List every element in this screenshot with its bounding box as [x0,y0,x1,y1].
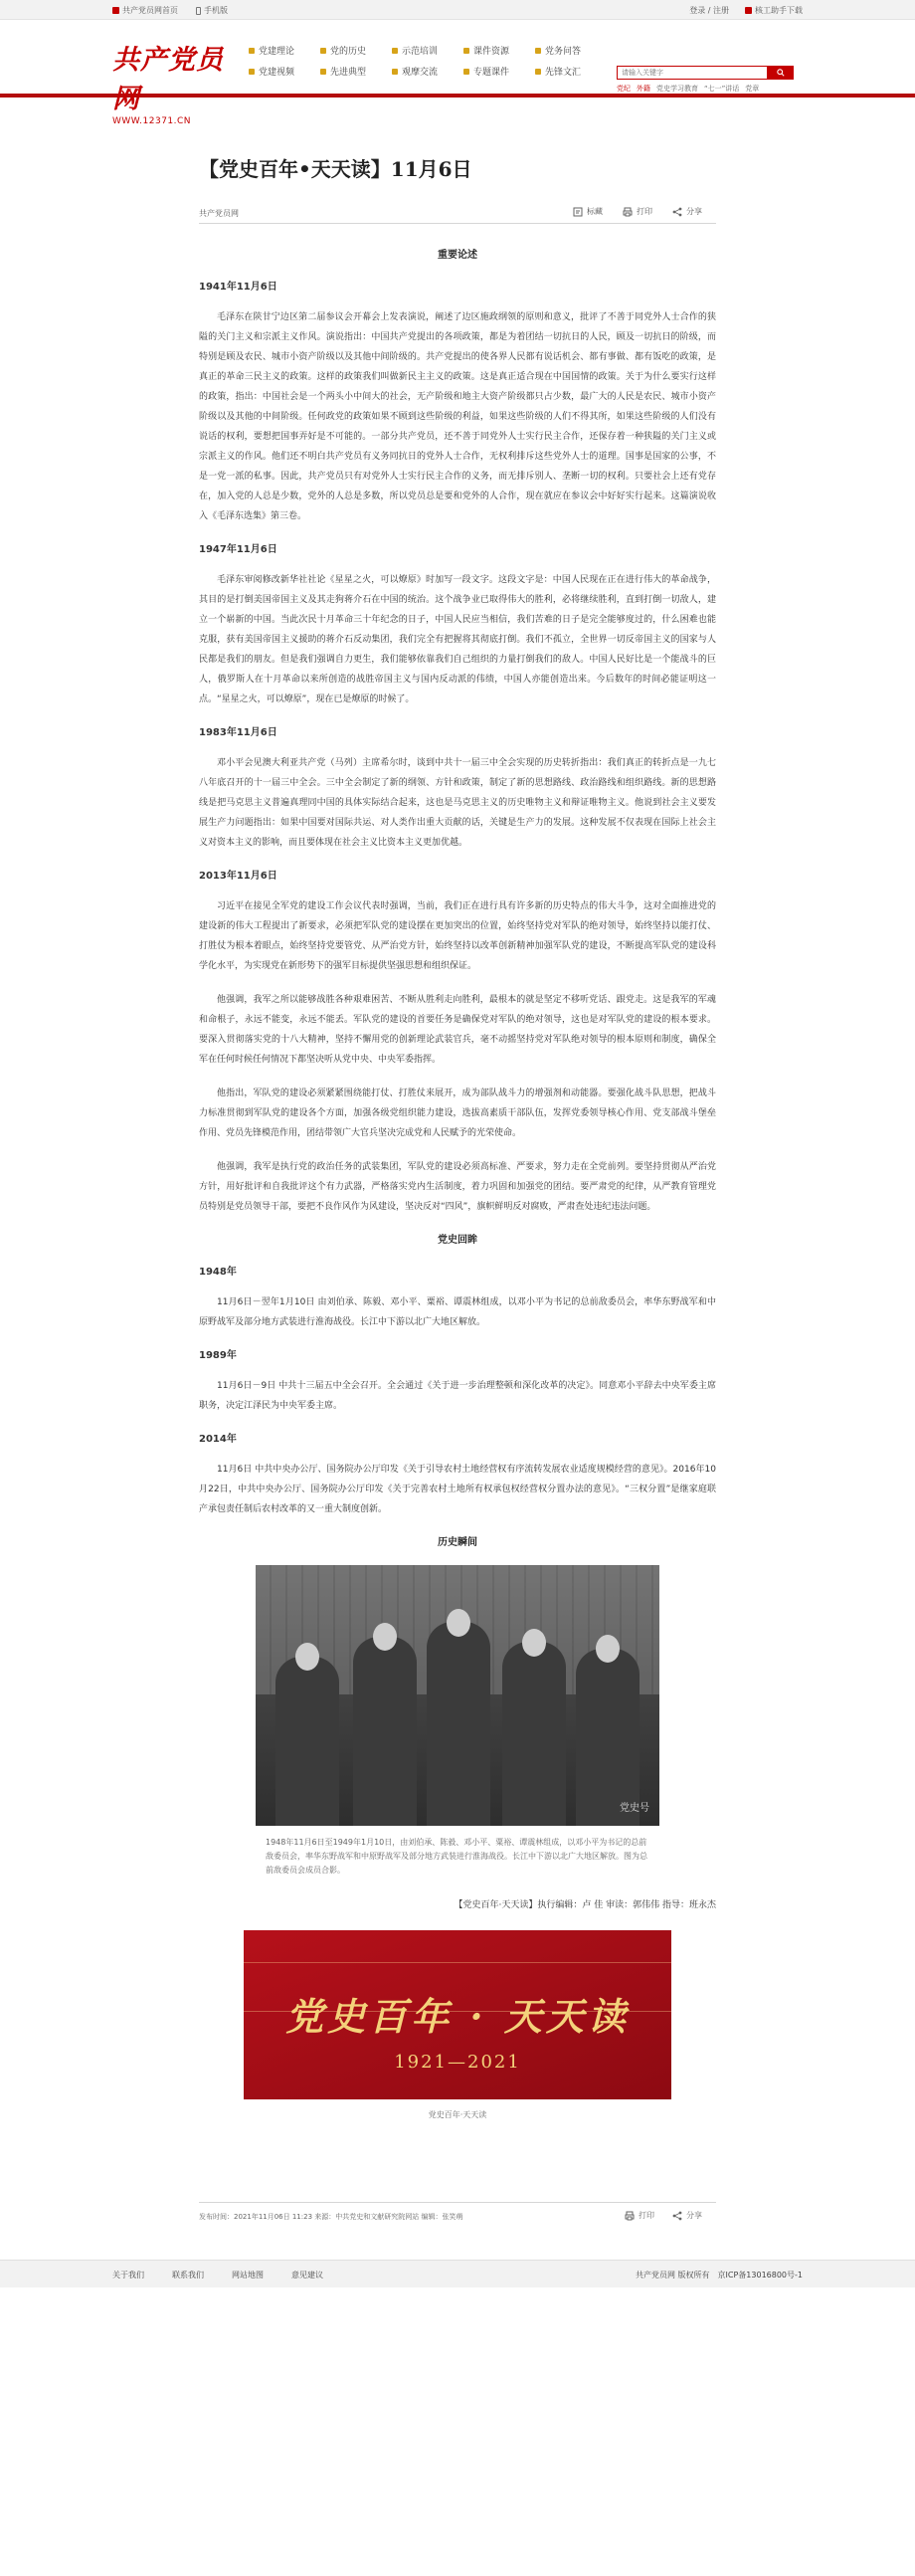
home-icon [112,7,119,14]
app-icon [745,7,752,14]
hot-word-link[interactable]: 外籍 [637,85,650,93]
search-box [617,66,794,94]
photo-caption: 1948年11月6日至1949年1月10日，由刘伯承、陈毅、邓小平、粟裕、谭震林组成，以邓小平为书记的总前敌委员会，率华东野战军和中原野战军及部分地方武装进行淮海战役。长江中下游以北广大地区解放。图为总前敌委员会成员合影。 [266,1838,647,1875]
paragraph: 毛泽东审阅修改新华社社论《星星之火，可以燎原》时加写一段文字。这段文字是：中国人民现在正在进行伟大的革命战争，其目的是打倒美国帝国主义及其走狗蒋介石在中国的统治。这个战争业已取得伟大的胜利，必将继续胜利，直到打倒一切敌人，建立一个崭新的中国。当此次民十月革命三十年纪念的日子，中国人民应当相信，我们苦难的日子是完全能够度过的，什么困难也能克服，获有美国帝国主义援助的蒋介石反动集团，我们完全有把握将其彻底打倒。我们不孤立，全世界一切反帝国主义的国家与人民都是我们的朋友。但是我们强调自力更生，我们能够依靠我们自己组织的力量打倒我们的敌人。中国人民好比是一个能战斗的巨人，俄罗斯人在十月革命以来所创造的战胜帝国主义与国内反动派的伟绩，中国人亦能创造出来。今后数年的时间必能证明这一点。“星星之火，可以燎原”，现在已是燎原的时候了。 [199,575,716,704]
date-heading: 1983年11月6日 [199,727,277,738]
hot-word-link[interactable]: “七一”讲话 [704,85,740,93]
section-heading: 党史回眸 [438,1235,477,1246]
site-header [0,20,915,126]
nav-bullet-icon [463,48,469,54]
article-title: 【党史百年•天天读】11月6日 [199,157,472,181]
series-banner [244,1930,671,2099]
search-icon [777,69,785,77]
section-heading: 历史瞬间 [438,1537,477,1548]
history-photo [256,1565,659,1826]
footer-link[interactable]: 网站地图 [232,2271,264,2279]
nav-bullet-icon [463,69,469,75]
date-heading: 2013年11月6日 [199,871,277,882]
date-heading: 2014年 [199,1434,237,1445]
editor-credit: 【党史百年·天天读】执行编辑：卢 佳 审读：郭伟伟 指导：班永杰 [454,1900,716,1910]
icp-number: 京ICP备13016800号-1 [717,2271,803,2279]
nav-item[interactable]: 党建视频 [249,65,320,78]
search-input[interactable] [617,66,768,80]
top-bar [0,0,915,20]
paragraph: 习近平在接见全军党的建设工作会议代表时强调，当前，我们正在进行具有许多新的历史特点的伟大斗争，这对全面推进党的建设新的伟大工程提出了新要求，必须把军队党的建设摆在更加突出的位置，始终坚持党对军队的绝对领导，始终坚持以能打仗、打胜仗为根本着眼点，始终坚持党要管党、从严治党方针，始终坚持以改革创新精神加强军队党的建设，不断提高军队党的建设科学化水平，为实现党在新形势下的强军目标提供坚强思想和组织保证。 [199,901,716,971]
home-link[interactable]: 共产党员网首页 [112,5,178,16]
print-icon [625,2211,635,2221]
nav-item[interactable]: 示范培训 [392,44,463,57]
paragraph: 邓小平会见澳大利亚共产党（马列）主席希尔时，谈到中共十一届三中全会实现的历史转折指出：我们真正的转折点是一九七八年底召开的十一届三中全会。三中全会制定了新的纲领、方针和政策，制定了新的思想路线、政治路线和组织路线。新的思想路线是把马克思主义普遍真理同中国的具体实际结合起来，这也是马克思主义的历史唯物主义和辩证唯物主义。他说到社会主义要发展生产力问题指出：如果中国要对国际共运、对人类作出重大贡献的话，关键是生产力的发展。这种发展不仅表现在国际上社会主义对资本主义的影响，而且要体现在社会主义比资本主义更加优越。 [199,758,716,848]
date-heading: 1948年 [199,1267,237,1278]
search-button[interactable] [768,66,794,80]
nav-bullet-icon [535,69,541,75]
hot-words [617,84,794,94]
phone-icon [196,7,201,15]
date-heading: 1989年 [199,1350,237,1361]
paragraph: 11月6日 中共中央办公厅、国务院办公厅印发《关于引导农村土地经营权有序流转发展农业适度规模经营的意见》。2016年10月22日，中共中央办公厅、国务院办公厅印发《关于完善农村土地所有权承包权经营权分置办法的意见》。“三权分置”是继家庭联产承包责任制后农村改革的又一重大制度创新。 [199,1465,716,1514]
login-link[interactable]: 登录 / 注册 [689,6,729,15]
nav-item[interactable]: 先进典型 [320,65,392,78]
paragraph: 他指出，军队党的建设必须紧紧围绕能打仗、打胜仗来展开，成为部队战斗力的增强剂和动能器。要强化战斗队思想，把战斗力标准贯彻到军队党的建设各个方面，加强各级党组织能力建设，选拔高素质干部队伍，发挥党委领导核心作用、党支部战斗堡垒作用、党员先锋模范作用，团结带领广大官兵坚决完成党和人民赋予的光荣使命。 [199,1089,716,1138]
article-body [199,224,716,1553]
nav-bullet-icon [249,48,255,54]
nav-item[interactable]: 课件资源 [463,44,535,57]
logo-brand: 共产党员网 [112,45,224,114]
print-icon [623,207,633,217]
nav-bullet-icon [535,48,541,54]
hot-word-link[interactable]: 党章 [745,85,760,93]
footer-link[interactable]: 联系我们 [172,2271,204,2279]
main-nav [249,44,678,78]
print-button[interactable]: 打印 [623,206,652,217]
nav-item[interactable]: 党务问答 [535,44,607,57]
article-meta [199,202,716,224]
article-source: 共产党员网 [199,209,239,218]
photo-watermark: 党史号 [620,1803,649,1814]
section-heading: 重要论述 [438,250,477,261]
nav-item[interactable]: 党建理论 [249,44,320,57]
paragraph: 毛泽东在陕甘宁边区第二届参议会开幕会上发表演说，阐述了边区施政纲领的原则和意义，批评了不善于同党外人士合作的狭隘的关门主义和宗派主义作风。演说指出：中国共产党提出的各项政策，都是为着团结一切抗日的人民，顾及一切抗日的阶级，而特别是顾及农民、城市小资产阶级以及其他中间阶级的。共产党提出的使各界人民都有说话机会、都有事做、都有饭吃的政策，是真正的革命三民主义的政策。这样的政策我们叫做新民主主义的政策。这是真正适合现在中国国情的政策。关于为什么要实行这样的政策，指出：中国社会是一个两头小中间大的社会，无产阶级和地主大资产阶级都只占少数，最广大的人民是农民、城市小资产阶级以及其他的中间阶级。任何政党的政策如果不顾到这些阶级的利益，如果这些阶级的人们不得其所，如果这些阶级的人们没有说话的权利，要想把国事弄好是不可能的。一部分共产党员，还不善于同党外人士实行民主合作，还保存着一种狭隘的关门主义或宗派主义的作风。他们还不明白共产党员有义务同抗日的党外人士合作，无权利排斥这些党外人士的道理。国事是国家的公事，不是一党一派的私事。因此，共产党员只有对党外人士实行民主合作的义务，而无排斥别人、垄断一切的权利。只要社会上还有党存在，加入党的人总是少数，党外的人总是多数，所以党员总是要和党外的人合作，现在就应在参议会中好好实行起来。这篇演说收入《毛泽东选集》第三卷。 [199,312,716,521]
nav-bullet-icon [249,69,255,75]
paragraph: 11月6日－翌年1月10日 由刘伯承、陈毅、邓小平、粟裕、谭震林组成，以邓小平为书记的总前敌委员会，率华东野战军和中原野战军及部分地方武装进行淮海战役。长江中下游以北广大地区解放。 [199,1297,716,1327]
nav-bullet-icon [392,69,398,75]
nav-bullet-icon [320,69,326,75]
publish-info: 发布时间：2021年11月06日 11:23 来源：中共党史和文献研究院网站 编辑：张笑萌 [199,2213,463,2221]
article-footer-meta [199,2202,716,2228]
favorite-button[interactable]: 标藏 [573,206,603,217]
date-heading: 1947年11月6日 [199,544,277,555]
footer-link[interactable]: 关于我们 [112,2271,144,2279]
nav-item[interactable]: 党的历史 [320,44,392,57]
footer-link[interactable]: 意见建议 [291,2271,323,2279]
paragraph: 他强调，我军之所以能够战胜各种艰难困苦、不断从胜利走向胜利，最根本的就是坚定不移听党话、跟党走。这是我军的军魂和命根子，永远不能变，永远不能丢。军队党的建设的首要任务是确保党对军队的绝对领导，这也是对军队党的建设的根本要求。要深入贯彻落实党的十八大精神，坚持不懈用党的创新理论武装官兵，毫不动摇坚持党对军队绝对领导的根本原则和制度，确保全军在任何时候任何情况下都坚决听从党中央、中央军委指挥。 [199,995,716,1065]
share-icon [672,2211,682,2221]
site-logo[interactable] [112,38,232,126]
mobile-link[interactable]: 手机版 [196,5,228,16]
share-icon [672,207,682,217]
hot-word-link[interactable]: 党史学习教育 [656,85,698,93]
paragraph: 他强调，我军是执行党的政治任务的武装集团，军队党的建设必须高标准、严要求，努力走在全党前列。要坚持贯彻从严治党方针，用好批评和自我批评这个有力武器，严格落实党内生活制度，着力巩固和加强党的团结。要严肃党的纪律，从严教育管理党员特别是党员领导干部，要把不良作风作为风建设，坚决反对“四风”，旗帜鲜明反对腐败，严肃查处违纪违法问题。 [199,1162,716,1212]
nav-item[interactable]: 观摩交流 [392,65,463,78]
hot-word-link[interactable]: 党纪 [617,85,631,93]
print-button-bottom[interactable]: 打印 [625,2210,654,2221]
banner-caption: 党史百年·天天读 [428,2110,487,2119]
copyright: 共产党员网 版权所有 [635,2271,710,2279]
nav-item[interactable]: 专题课件 [463,65,535,78]
nav-item[interactable]: 先锋文汇 [535,65,607,78]
banner-title: 党史百年 · 天天读 [285,1994,630,2039]
nav-bullet-icon [320,48,326,54]
article [199,98,716,2228]
share-button-bottom[interactable]: 分享 [672,2210,702,2221]
share-button[interactable]: 分享 [672,206,702,217]
date-heading: 1941年11月6日 [199,282,277,293]
download-link[interactable]: 核工助手下载 [745,5,803,16]
logo-url: WWW.12371.CN [112,116,192,126]
nav-bullet-icon [392,48,398,54]
paragraph: 11月6日－9日 中共十三届五中全会召开。全会通过《关于进一步治理整顿和深化改革的决定》。同意邓小平辞去中央军委主席职务，决定江泽民为中央军委主席。 [199,1381,716,1411]
site-footer [0,2260,915,2287]
banner-years: 1921—2021 [394,2052,521,2073]
bookmark-icon [573,207,583,217]
